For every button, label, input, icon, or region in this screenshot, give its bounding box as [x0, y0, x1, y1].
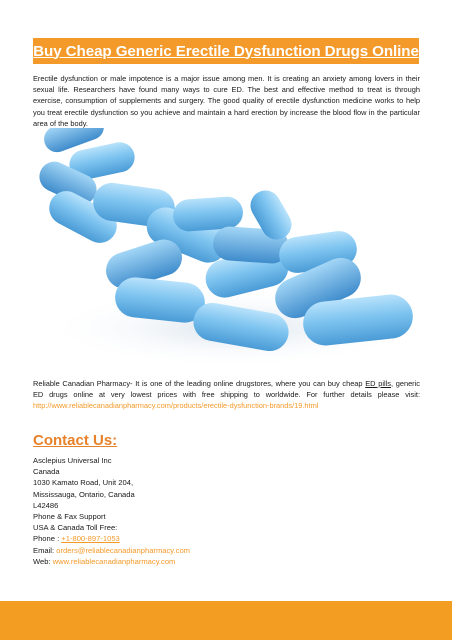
contact-details	[33, 455, 420, 567]
company-name: Asclepius Universal Inc	[33, 456, 112, 465]
toll-free-line: USA & Canada Toll Free:	[33, 523, 118, 533]
phone-link[interactable]: +1-800-897-1053	[61, 534, 120, 544]
web-link[interactable]: www.reliablecanadianpharmacy.com	[52, 556, 176, 566]
postal-code: L42486	[33, 500, 59, 510]
web-line	[33, 556, 420, 567]
phone-line	[33, 533, 420, 544]
title-bar	[33, 38, 419, 64]
email-label: Email:	[33, 545, 57, 555]
footer-band	[0, 601, 452, 640]
city-line: Mississauga, Ontario, Canada	[33, 489, 135, 499]
phone-label: Phone :	[33, 534, 62, 544]
page-title[interactable]: Buy Cheap Generic Erectile Dysfunction Drugs Online	[33, 42, 419, 60]
pharmacy-text-after: , generic ED drugs online at very lowest prices with free shipping to worldwide. For further details please visit:	[33, 379, 420, 400]
street-address: 1030 Kamato Road, Unit 204,	[33, 478, 134, 488]
contact-heading: Contact Us:	[33, 432, 118, 449]
details-url-link[interactable]: http://www.reliablecanadianpharmacy.com/products/erectile-dysfunction-brands/19.html	[33, 401, 319, 411]
support-line: Phone & Fax Support	[33, 512, 106, 522]
pills-image	[33, 128, 420, 370]
email-link[interactable]: orders@reliablecanadianpharmacy.com	[56, 545, 190, 555]
pharmacy-paragraph	[33, 378, 420, 412]
intro-paragraph: Erectile dysfunction or male impotence is a major issue among men. It is creating an anxiety among lovers in their sexual life. Researchers have found many ways to cure ED. The best and effective method to treat is through exercise, consumption of supplements and surgery. The good quality of erectile dysfunction medicine works to help you treat erectile dysfunction so you achieve and maintain a hard erection by increase the blood flow in the particular area of the body.	[33, 74, 420, 128]
country-line: Canada	[33, 467, 60, 477]
web-label: Web:	[33, 556, 53, 566]
email-line	[33, 545, 420, 556]
pharmacy-text-before: Reliable Canadian Pharmacy- It is one of the leading online drugstores, where you can buy cheap	[33, 379, 366, 388]
ed-pills-link[interactable]: ED pills	[365, 379, 391, 388]
